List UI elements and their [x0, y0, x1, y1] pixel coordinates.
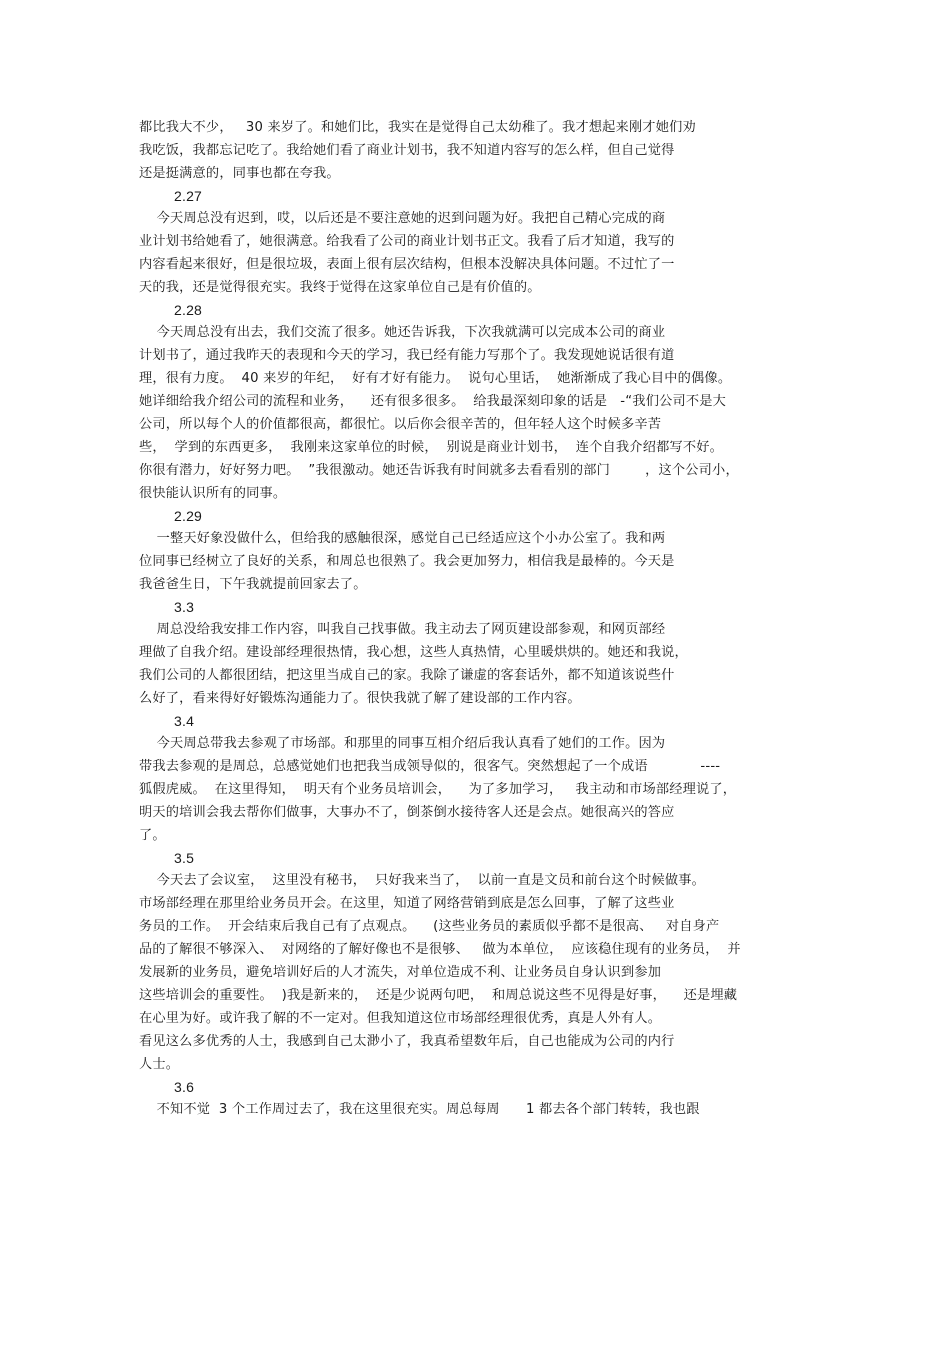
paragraph-line: 品的了解很不够深入、 对网络的了解好像也不是很够、 做为本单位， 应该稳住现有的业务员， 并 — [139, 942, 741, 957]
date-heading: 3.3 — [174, 599, 195, 615]
date-heading: 2.29 — [174, 508, 203, 524]
paragraph-line: 理，很有力度。 40 来岁的年纪， 好有才好有能力。 说句心里话， 她渐渐成了我心目中的偶像。 — [139, 371, 732, 386]
paragraph-line: 很快能认识所有的同事。 — [139, 486, 287, 501]
paragraph-line: 都比我大不少， 30 来岁了。和她们比，我实在是觉得自己太幼稚了。我才想起来刚才她们劝 — [139, 120, 696, 135]
paragraph-line: 你很有潜力，好好努力吧。 ”我很激动。她还告诉我有时间就多去看看别的部门 ，这个公司小， — [139, 463, 739, 478]
date-heading: 2.27 — [174, 188, 203, 204]
date-heading: 3.4 — [174, 713, 195, 729]
paragraph-line: 还是挺满意的，同事也都在夸我。 — [139, 166, 340, 181]
paragraph-line: 今天周总没有迟到，哎，以后还是不要注意她的迟到问题为好。我把自己精心完成的商 — [139, 211, 666, 226]
paragraph-line: 我们公司的人都很团结，把这里当成自己的家。我除了谦虚的客套话外，都不知道该说些什 — [139, 668, 675, 683]
paragraph-line: 今天周总带我去参观了市场部。和那里的同事互相介绍后我认真看了她们的工作。因为 — [139, 736, 666, 751]
paragraph-line: 今天周总没有出去，我们交流了很多。她还告诉我，下次我就满可以完成本公司的商业 — [139, 325, 666, 340]
paragraph-line: 明天的培训会我去帮你们做事，大事办不了，倒茶倒水接待客人还是会点。她很高兴的答应 — [139, 805, 675, 820]
paragraph-line: 业计划书给她看了，她很满意。给我看了公司的商业计划书正文。我看了后才知道，我写的 — [139, 234, 675, 249]
paragraph-line: 了。 — [139, 828, 166, 843]
paragraph-line: 公司，所以每个人的价值都很高，都很忙。以后你会很辛苦的，但年轻人这个时候多辛苦 — [139, 417, 662, 432]
date-heading: 2.28 — [174, 302, 203, 318]
paragraph-line: 我爸爸生日，下午我就提前回家去了。 — [139, 577, 367, 592]
paragraph-line: 这些培训会的重要性。 )我是新来的， 还是少说两句吧， 和周总说这些不见得是好事， 还是埋藏 — [139, 988, 738, 1003]
paragraph-line: 内容看起来很好，但是很垃圾，表面上很有层次结构，但根本没解决具体问题。不过忙了一 — [139, 257, 675, 272]
paragraph-line: 今天去了会议室， 这里没有秘书， 只好我来当了， 以前一直是文员和前台这个时候做事。 — [139, 873, 706, 888]
date-heading: 3.6 — [174, 1079, 195, 1095]
paragraph-line: 我吃饭，我都忘记吃了。我给她们看了商业计划书，我不知道内容写的怎么样，但自己觉得 — [139, 143, 675, 158]
paragraph-line: 周总没给我安排工作内容，叫我自己找事做。我主动去了网页建设部参观，和网页部经 — [139, 622, 666, 637]
date-heading: 3.5 — [174, 850, 195, 866]
paragraph-line: 一整天好象没做什么，但给我的感触很深，感觉自己已经适应这个小办公室了。我和两 — [139, 531, 666, 546]
paragraph-line: 理做了自我介绍。建设部经理很热情，我心想，这些人真热情，心里暖烘烘的。她还和我说， — [139, 645, 688, 660]
paragraph-line: 位同事已经树立了良好的关系，和周总也很熟了。我会更加努力，相信我是最棒的。今天是 — [139, 554, 675, 569]
paragraph-line: 不知不觉 3 个工作周过去了，我在这里很充实。周总每周 1 都去各个部门转转，我也跟 — [139, 1102, 700, 1117]
paragraph-line: 市场部经理在那里给业务员开会。在这里，知道了网络营销到底是怎么回事，了解了这些业 — [139, 896, 675, 911]
paragraph-line: 务员的工作。 开会结束后我自己有了点观点。 (这些业务员的素质似乎都不是很高、 对自身产 — [139, 919, 720, 934]
paragraph-line: 她详细给我介绍公司的流程和业务， 还有很多很多。 给我最深刻印象的话是 -“我们公司不是大 — [139, 394, 727, 409]
paragraph-line: 人士。 — [139, 1057, 180, 1072]
paragraph-line: 些， 学到的东西更多， 我刚来这家单位的时候， 别说是商业计划书， 连个自我介绍都写不好。 — [139, 440, 724, 455]
paragraph-line: 看见这么多优秀的人士，我感到自己太渺小了，我真希望数年后，自己也能成为公司的内行 — [139, 1034, 675, 1049]
paragraph-line: 在心里为好。或许我了解的不一定对。但我知道这位市场部经理很优秀，真是人外有人。 — [139, 1011, 662, 1026]
paragraph-line: 带我去参观的是周总，总感觉她们也把我当成领导似的，很客气。突然想起了一个成语 ---- — [139, 759, 721, 774]
paragraph-line: 么好了，看来得好好锻炼沟通能力了。很快我就了解了建设部的工作内容。 — [139, 691, 581, 706]
paragraph-line: 发展新的业务员，避免培训好后的人才流失，对单位造成不利、让业务员自身认识到参加 — [139, 965, 662, 980]
paragraph-line: 计划书了，通过我昨天的表现和今天的学习，我已经有能力写那个了。我发现她说话很有道 — [139, 348, 675, 363]
paragraph-line: 狐假虎威。 在这里得知， 明天有个业务员培训会， 为了多加学习， 我主动和市场部经理说了， — [139, 782, 737, 797]
paragraph-line: 天的我，还是觉得很充实。我终于觉得在这家单位自己是有价值的。 — [139, 280, 541, 295]
